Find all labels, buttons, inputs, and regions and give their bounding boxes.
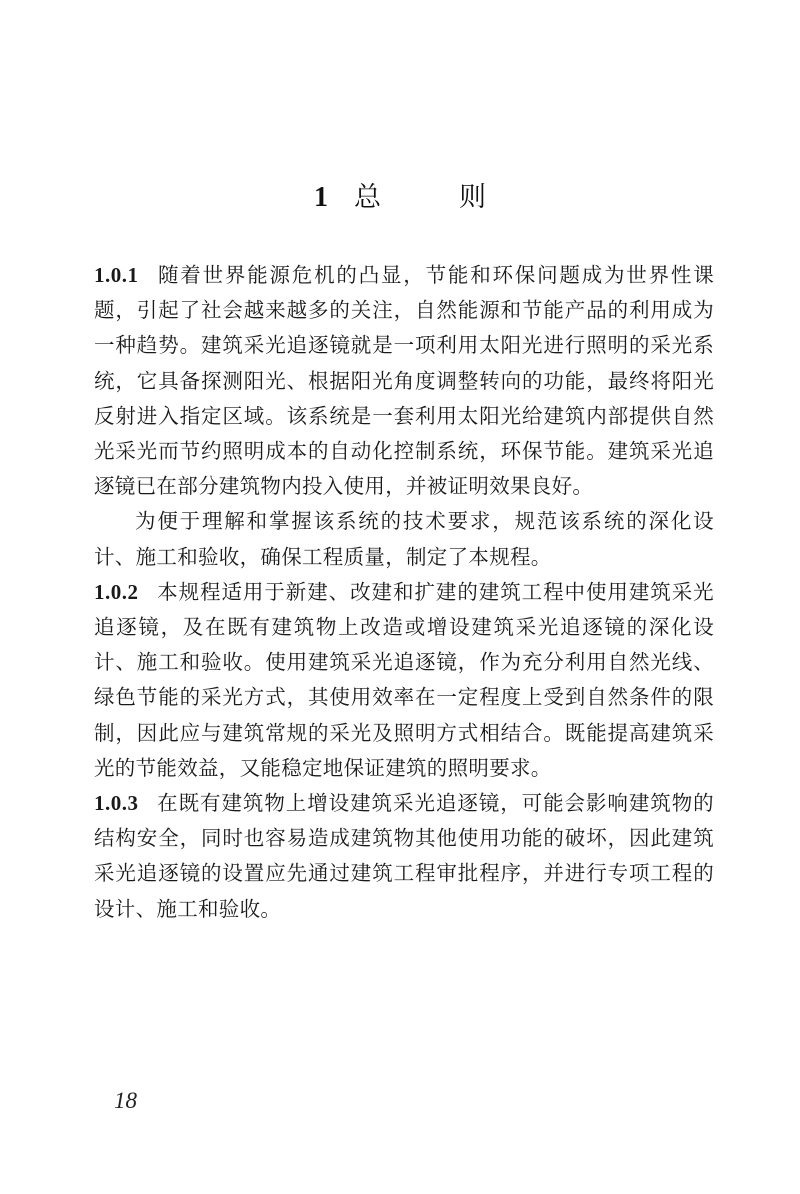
clause-number: 1.0.3 (94, 791, 139, 816)
clause-number: 1.0.2 (94, 579, 139, 604)
clause-1-0-2-paragraph-1 (94, 575, 714, 786)
clause-text: 随着世界能源危机的凸显，节能和环保问题成为世界性课题，引起了社会越来越多的关注，自然能源和节能产品的利用成为一种趋势。建筑采光追逐镜就是一项利用太阳光进行照明的采光系统，它具备探测阳光、根据阳光角度调整转向的功能，最终将阳光反射进入指定区域。该系统是一套利用太阳光给建筑内部提供自然光采光而节约照明成本的自动化控制系统，环保节能。建筑采光追逐镜已在部分建筑物内投入使用，并被证明效果良好。 (94, 263, 714, 499)
chapter-number: 1 (314, 182, 328, 213)
page-number: 18 (114, 1088, 137, 1113)
chapter-title-char-2: 则 (459, 182, 486, 213)
clause-number: 1.0.1 (94, 263, 139, 287)
chapter-body (94, 258, 714, 927)
clause-1-0-1-paragraph-1 (94, 258, 714, 504)
chapter-title-char-1: 总 (354, 182, 381, 213)
clause-text: 本规程适用于新建、改建和扩建的建筑工程中使用建筑采光追逐镜，及在既有建筑物上改造或增设建筑采光追逐镜的深化设计、施工和验收。使用建筑采光追逐镜，作为充分利用自然光线、绿色节能的采光方式，其使用效率在一定程度上受到自然条件的限制，因此应与建筑常规的采光及照明方式相结合。既能提高建筑采光的节能效益，又能稳定地保证建筑的照明要求。 (94, 579, 714, 780)
clause-text: 在既有建筑物上增设建筑采光追逐镜，可能会影响建筑物的结构安全，同时也容易造成建筑物其他使用功能的破坏，因此建筑采光追逐镜的设置应先通过建筑工程审批程序，并进行专项工程的设计、施工和验收。 (94, 791, 714, 921)
clause-1-0-3-paragraph-1 (94, 786, 714, 927)
chapter-title (0, 178, 800, 218)
clause-1-0-1-paragraph-2: 为便于理解和掌握该系统的技术要求，规范该系统的深化设计、施工和验收，确保工程质量，制定了本规程。 (94, 509, 714, 569)
